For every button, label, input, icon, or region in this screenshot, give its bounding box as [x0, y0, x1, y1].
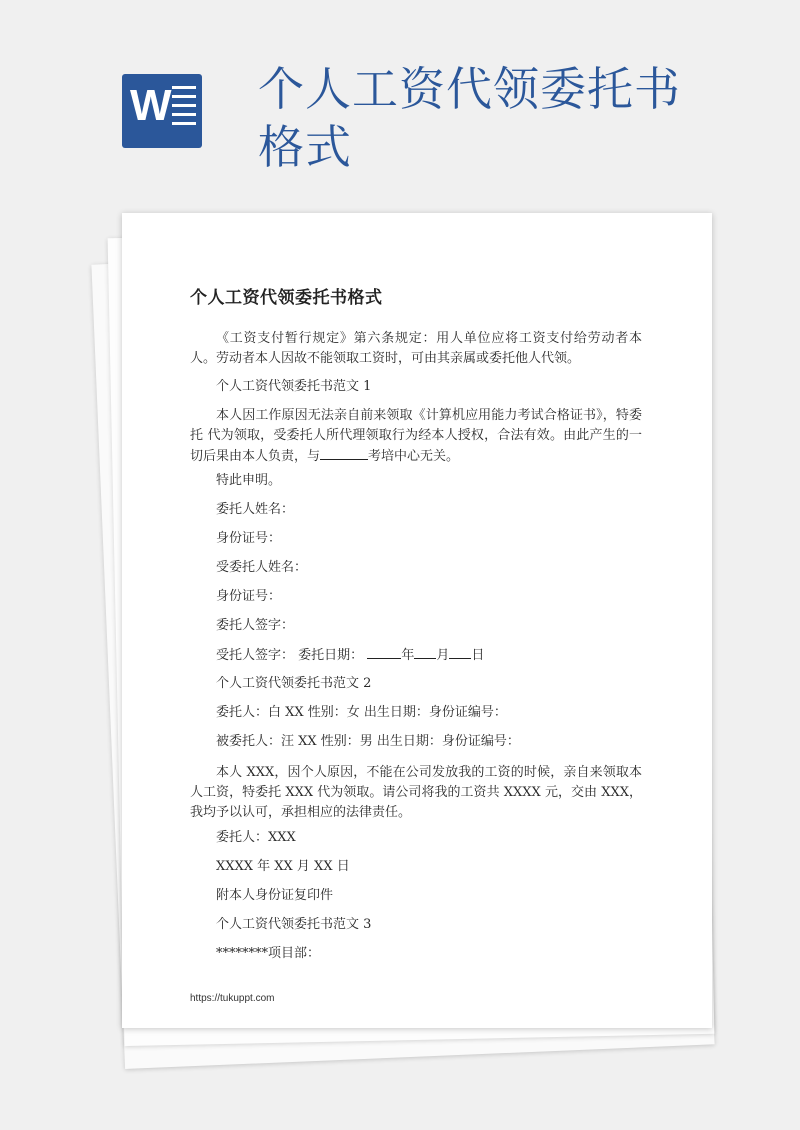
id-number-label: 身份证号： — [216, 589, 282, 604]
agent-sign-label: 受托人签字： — [216, 648, 295, 663]
principal-name-label: 委托人姓名： — [216, 502, 295, 517]
sample2-principal: 委托人：XXX — [216, 830, 296, 845]
sample2-date: XXXX 年 XX 月 XX 日 — [216, 859, 350, 874]
agent-sign-date-line — [216, 645, 484, 666]
intro-paragraph: 《工资支付暂行规定》第六条规定：用人单位应将工资支付给劳动者本人。劳动者本人因故不能领取工资时，可由其亲属或委托他人代领。 — [190, 331, 642, 366]
principal-sign-label: 委托人签字： — [216, 618, 295, 633]
sample3-project: ********项目部： — [216, 946, 321, 961]
agent-name-label: 受委托人姓名： — [216, 560, 308, 575]
sample1-body-a: 本人因工作原因无法亲自前来领取《计算机应用能力考试合格证书》，特委托 代为领取，受委托人所代理领取行为经本人授权，合法有效。由此产生的一切后果由本人负责，与 — [190, 408, 642, 464]
blank-underline — [320, 446, 368, 460]
word-icon-lines — [172, 86, 196, 131]
id-number-label: 身份证号： — [216, 531, 282, 546]
blank-underline — [414, 645, 436, 659]
footer-url: https://tukuppt.com — [190, 993, 275, 1004]
sample1-heading: 个人工资代领委托书范文 1 — [216, 379, 372, 394]
sample2-attachment: 附本人身份证复印件 — [216, 888, 334, 903]
document-title: 个人工资代领委托书格式 — [190, 288, 383, 308]
year-label: 年 — [401, 648, 415, 663]
date-label: 委托日期： — [298, 648, 364, 663]
sample2-heading: 个人工资代领委托书范文 2 — [216, 676, 372, 691]
header-title: 个人工资代领委托书格式 — [258, 62, 681, 174]
sample1-statement: 特此申明。 — [216, 473, 282, 488]
day-label: 日 — [471, 648, 485, 663]
blank-underline — [449, 645, 471, 659]
sample3-heading: 个人工资代领委托书范文 3 — [216, 917, 372, 932]
word-icon — [112, 64, 216, 164]
sample2-agent-line: 被委托人：汪 XX 性别：男 出生日期：身份证编号： — [216, 734, 520, 749]
sample2-principal-line: 委托人：白 XX 性别：女 出生日期：身份证编号： — [216, 705, 507, 720]
document-page — [122, 213, 712, 1028]
word-icon-letter: W — [130, 81, 172, 130]
blank-underline — [367, 645, 401, 659]
sample1-body — [190, 406, 642, 467]
sample2-body: 本人 XXX，因个人原因，不能在公司发放我的工资的时候，亲自来领取本人工资，特委托 XXX 代为领取。请公司将我的工资共 XXXX 元，交由 XXX，我均予以认可，承担相应的法律责任。 — [190, 765, 642, 820]
sample1-body-b: 考培中心无关。 — [368, 449, 460, 464]
month-label: 月 — [436, 648, 450, 663]
